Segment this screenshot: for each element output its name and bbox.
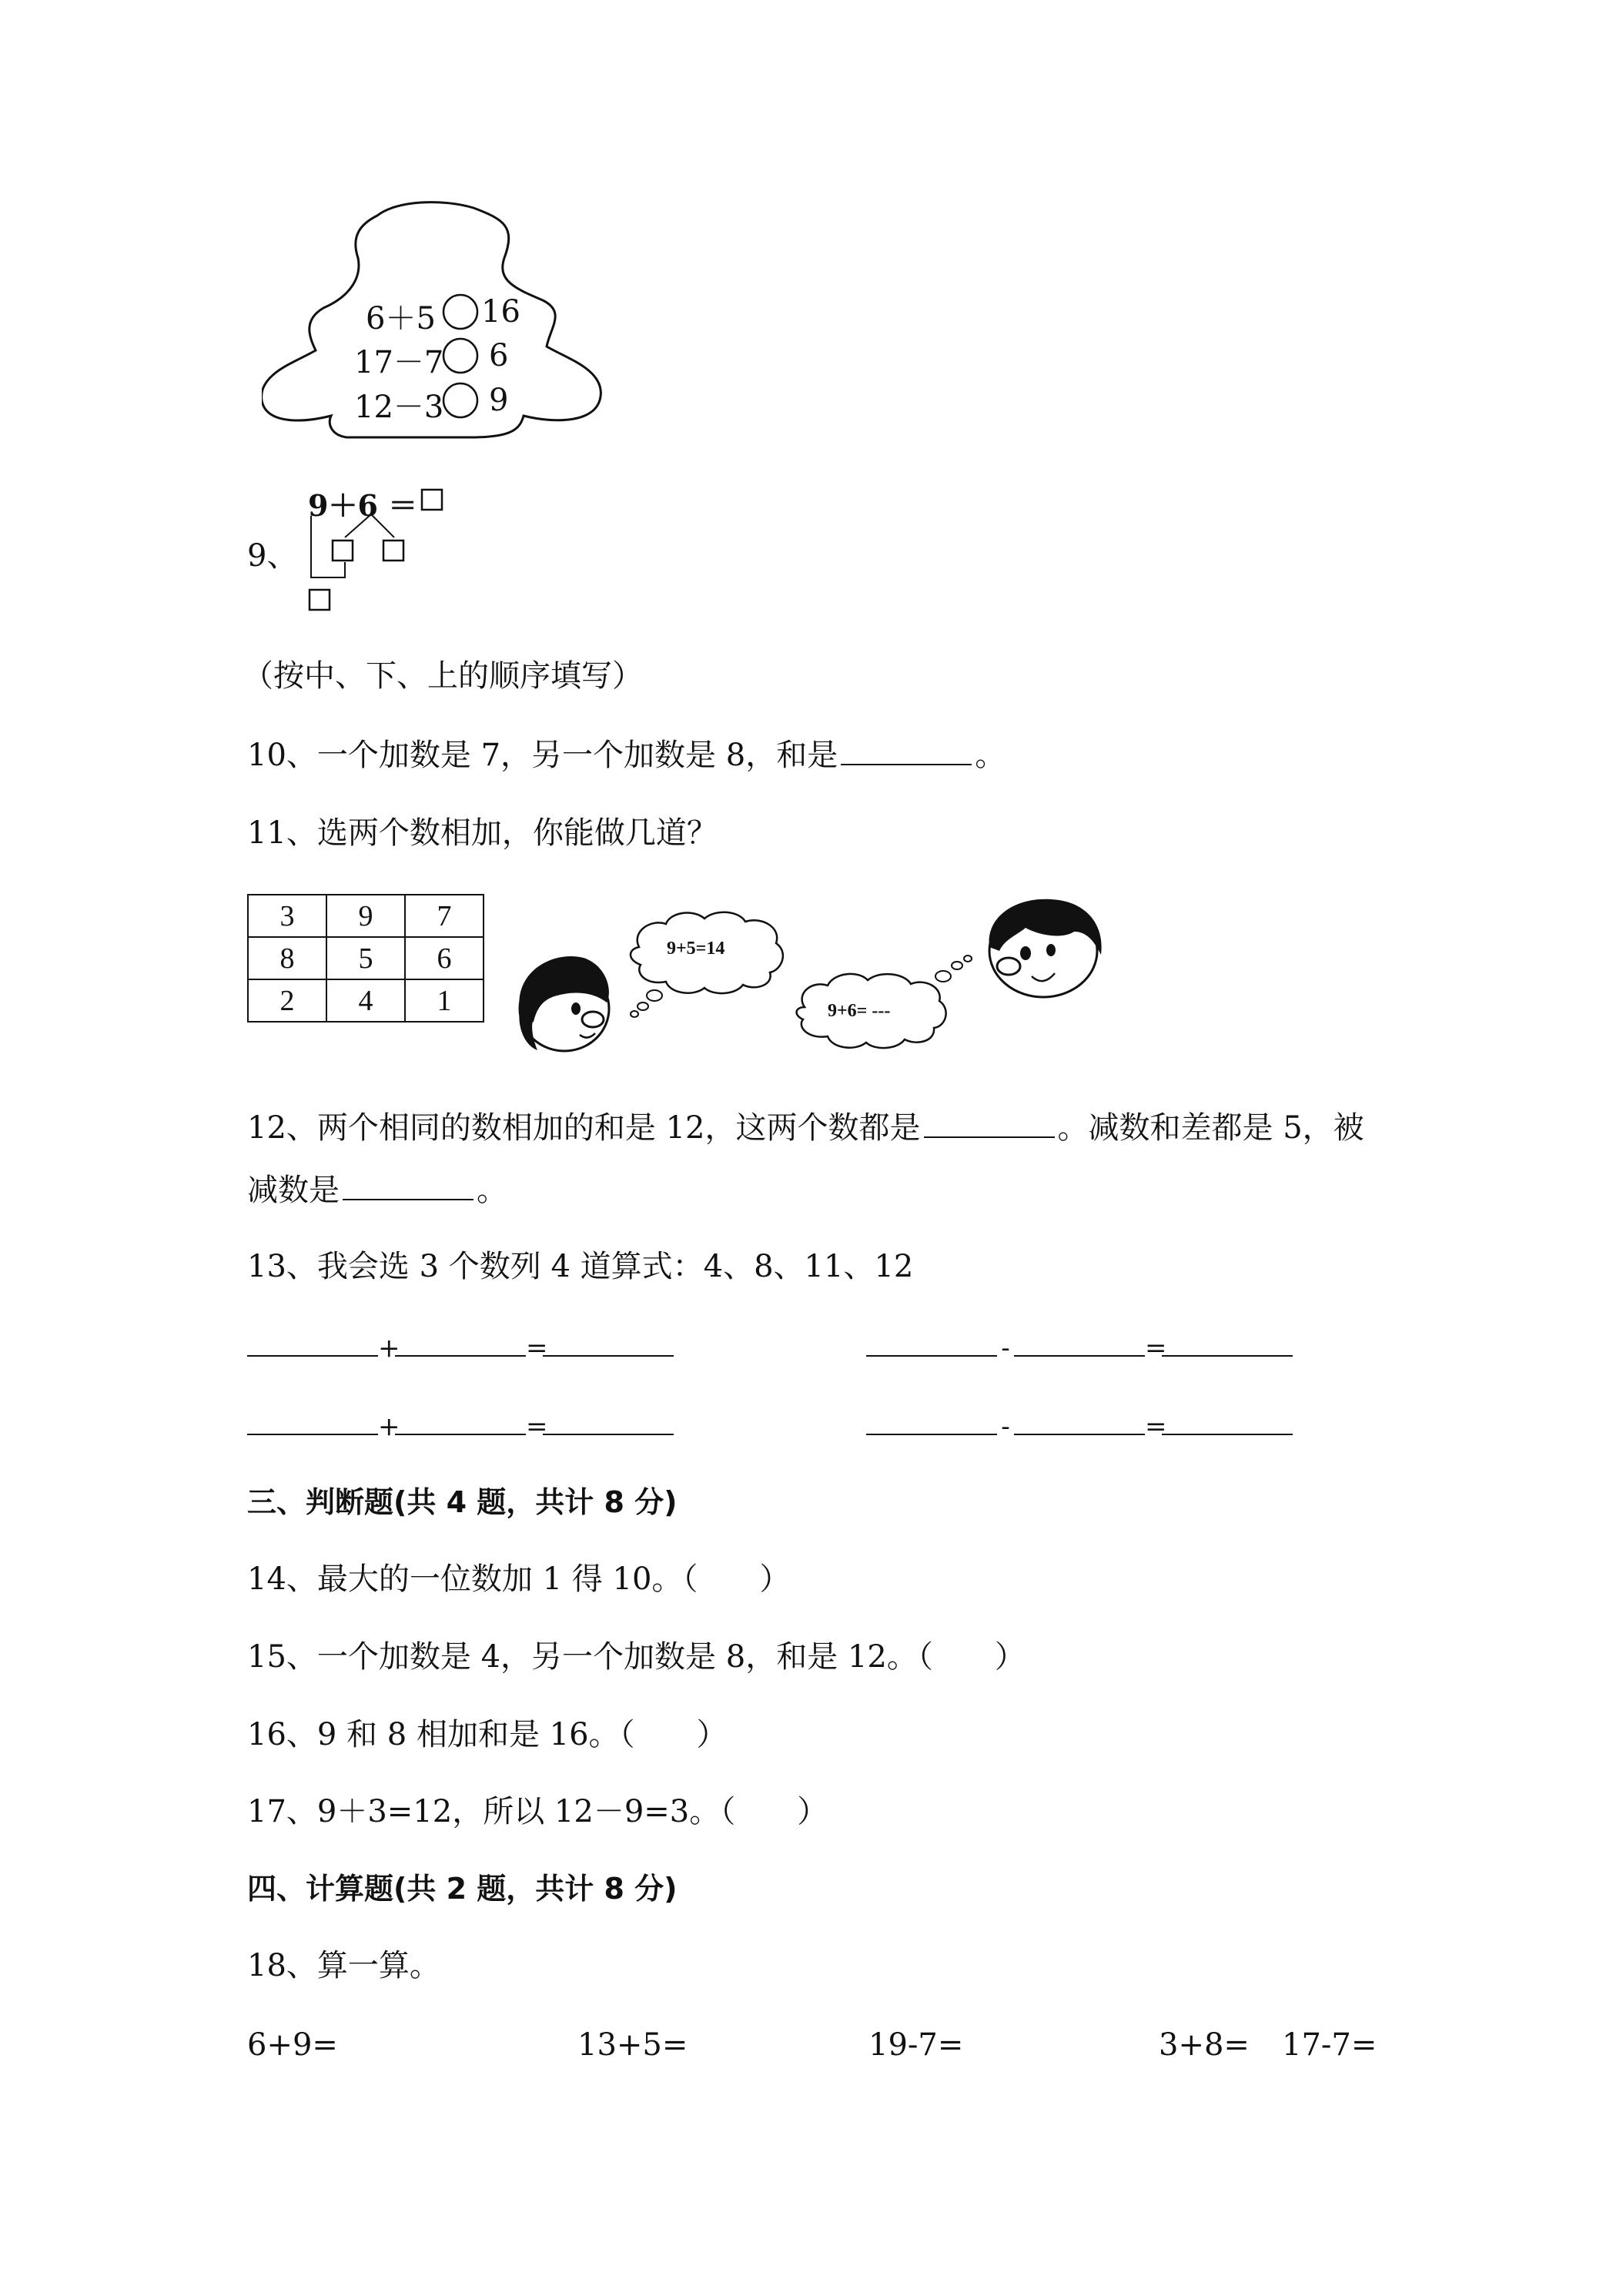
cloud-tail-1: [935, 971, 951, 982]
q9-bottom-box[interactable]: [310, 590, 330, 610]
compare-circle-2[interactable]: [443, 339, 477, 373]
girl-bubble-text: 9+5=14: [667, 939, 725, 959]
boy-face-illustration: [978, 893, 1109, 1005]
q13-blank[interactable]: [247, 1403, 378, 1435]
q12-line-1: [247, 1106, 1364, 1150]
q9-number: 9、: [247, 538, 298, 574]
section-3-heading: 三、判断题(共 4 题，共计 8 分): [247, 1485, 678, 1519]
tree-row-2-right: 6: [489, 338, 509, 373]
q9-split-box-right[interactable]: [383, 541, 403, 561]
cloud-tail-2: [637, 1002, 648, 1010]
girl-face-illustration: [507, 949, 614, 1056]
q9-equation: 9＋6 ＝: [308, 488, 418, 523]
number-grid: [247, 894, 484, 1022]
q13-blank[interactable]: [1014, 1403, 1145, 1435]
boy-bubble-text: 9+6= ---: [828, 1001, 891, 1021]
q13-blank[interactable]: [543, 1324, 674, 1357]
q13-blank[interactable]: [866, 1324, 997, 1357]
q9-split-box-left[interactable]: [333, 541, 353, 561]
tree-row-2-left: 17－7: [354, 345, 444, 380]
q9-split-line-right: [371, 514, 394, 537]
q14-text: 14、最大的一位数加 1 得 10。（ ）: [247, 1561, 791, 1597]
cloud-tail-1: [647, 990, 662, 1001]
q9-split-line-left: [345, 514, 371, 537]
q17-text: 17、9＋3=12，所以 12－9=3。（ ）: [247, 1794, 828, 1829]
q9-answer-box[interactable]: [422, 490, 442, 510]
calc-item-3: 19-7=: [868, 2027, 964, 2063]
q13-blank[interactable]: [395, 1403, 526, 1435]
minus-sign: -: [1001, 1333, 1010, 1364]
q10-text: 10、一个加数是 7，另一个加数是 8，和是: [247, 738, 838, 773]
q15-text: 15、一个加数是 4，另一个加数是 8，和是 12。（ ）: [247, 1639, 1026, 1675]
compare-circle-1[interactable]: [443, 295, 477, 329]
calc-item-1: 6+9=: [247, 2027, 338, 2063]
plus-sign: +: [378, 1411, 400, 1442]
q13-text: 13、我会选 3 个数列 4 道算式：4、8、11、12: [247, 1249, 914, 1284]
girl-thought-bubble: [624, 905, 793, 1020]
grid-cell: 2: [248, 979, 326, 1022]
cloud-tail-2: [952, 962, 962, 969]
grid-cell: 3: [248, 895, 326, 937]
q13-subtraction-row-2: [866, 1403, 1293, 1448]
cloud-tail-3: [964, 956, 972, 962]
q13-blank[interactable]: [1162, 1403, 1293, 1435]
q10-end: 。: [975, 738, 1006, 773]
boy-eye: [1020, 946, 1031, 960]
calc-item-5: 17-7=: [1282, 2027, 1377, 2063]
equals-sign: =: [526, 1333, 548, 1364]
q9-bracket: [311, 516, 345, 577]
grid-cell: 1: [405, 979, 484, 1022]
q16-text: 16、9 和 8 相加和是 16。（ ）: [247, 1717, 728, 1752]
q9-instruction: （按中、下、上的顺序填写）: [243, 658, 643, 694]
compare-circle-3[interactable]: [443, 383, 477, 417]
q10-answer-blank[interactable]: [841, 733, 972, 765]
q13-subtraction-row-1: [866, 1324, 1293, 1370]
tree-row-3-left: 12－3: [354, 390, 444, 425]
q12-text-1: 12、两个相同的数相加的和是 12，这两个数都是: [247, 1110, 921, 1146]
grid-cell: 9: [326, 895, 405, 937]
cloud-tail-3: [631, 1011, 638, 1017]
section-4-heading: 四、计算题(共 2 题，共计 8 分): [247, 1872, 678, 1906]
boy-nose: [997, 958, 1020, 975]
q13-addition-row-2: [247, 1403, 674, 1448]
q13-blank[interactable]: [543, 1403, 674, 1435]
q12-text-3: 减数是: [247, 1173, 340, 1208]
calc-item-2: 13+5=: [577, 2027, 688, 2063]
girl-nose: [582, 1012, 604, 1027]
boy-eye-2: [1046, 944, 1056, 956]
minus-sign: -: [1001, 1411, 1010, 1442]
equals-sign: =: [526, 1411, 548, 1442]
q13-addition-row-1: [247, 1324, 674, 1370]
grid-cell: 7: [405, 895, 484, 937]
grid-cell: 5: [326, 937, 405, 979]
calc-item-4: 3+8=: [1159, 2027, 1250, 2063]
tree-row-1-right: 16: [481, 294, 520, 330]
q13-blank[interactable]: [1014, 1324, 1145, 1357]
equals-sign: =: [1145, 1333, 1167, 1364]
grid-cell: 6: [405, 937, 484, 979]
grid-cell: 4: [326, 979, 405, 1022]
tree-row-1-left: 6＋5: [366, 301, 436, 336]
tree-row-3-right: 9: [489, 383, 509, 418]
grid-cell: 8: [248, 937, 326, 979]
q12-answer-blank-2[interactable]: [343, 1168, 474, 1200]
q13-blank[interactable]: [247, 1324, 378, 1357]
q11-text: 11、选两个数相加，你能做几道？: [247, 815, 718, 851]
q12-answer-blank-1[interactable]: [924, 1106, 1055, 1138]
plus-sign: +: [378, 1333, 400, 1364]
girl-eye: [571, 1002, 581, 1015]
q18-text: 18、算一算。: [247, 1948, 440, 1983]
equals-sign: =: [1145, 1411, 1167, 1442]
q13-blank[interactable]: [395, 1324, 526, 1357]
q10-line: [247, 733, 1006, 777]
q12-line-2: [247, 1168, 507, 1212]
q12-text-2: 。减数和差都是 5，被: [1057, 1110, 1364, 1146]
q9-decomposition-diagram: [293, 485, 462, 620]
q13-blank[interactable]: [866, 1403, 997, 1435]
q12-text-4: 。: [477, 1173, 507, 1208]
q13-blank[interactable]: [1162, 1324, 1293, 1357]
tree-puzzle: [262, 192, 631, 447]
